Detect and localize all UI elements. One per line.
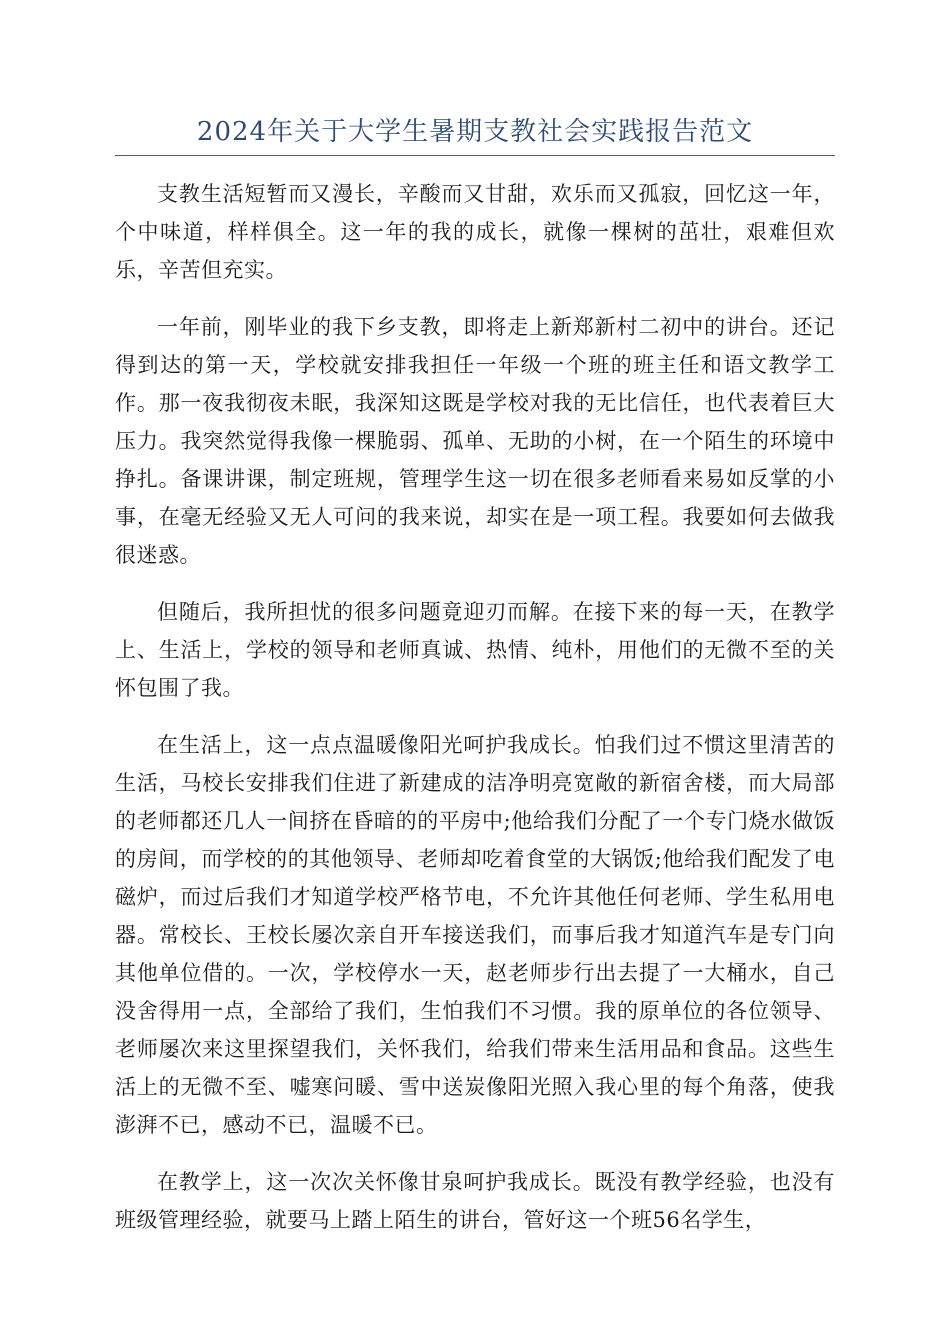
document-title: 2024年关于大学生暑期支教社会实践报告范文 [196, 117, 754, 147]
title-underline [115, 155, 835, 156]
document-body [115, 175, 835, 1258]
paragraph: 在教学上，这一次次关怀像甘泉呵护我成长。既没有教学经验，也没有班级管理经验，就要马上踏上陌生的讲台，管好这一个班56名学生， [115, 1170, 835, 1232]
paragraph: 一年前，刚毕业的我下乡支教，即将走上新郑新村二初中的讲台。还记得到达的第一天，学校就安排我担任一年级一个班的班主任和语文教学工作。那一夜我彻夜未眠，我深知这既是学校对我的无比信任，也代表着巨大压力。我突然觉得我像一棵脆弱、孤单、无助的小树，在一个陌生的环境中挣扎。备课讲课，制定班规，管理学生这一切在很多老师看来易如反掌的小事，在毫无经验又无人可问的我来说，却实在是一项工程。我要如何去做我很迷惑。 [115, 315, 835, 567]
paragraph: 但随后，我所担忧的很多问题竟迎刃而解。在接下来的每一天，在教学上、生活上，学校的领导和老师真诚、热情、纯朴，用他们的无微不至的关怀包围了我。 [115, 600, 835, 700]
paragraph: 在生活上，这一点点温暖像阳光呵护我成长。怕我们过不惯这里清苦的生活，马校长安排我们住进了新建成的洁净明亮宽敞的新宿舍楼，而大局部的老师都还几人一间挤在昏暗的的平房中;他给我们分配了一个专门烧水做饭的房间，而学校的的其他领导、老师却吃着食堂的大锅饭;他给我们配发了电磁炉，而过后我们才知道学校严格节电，不允许其他任何老师、学生私用电器。常校长、王校长屡次亲自开车接送我们，而事后我才知道汽车是专门向其他单位借的。一次，学校停水一天，赵老师步行出去提了一大桶水，自己没舍得用一点，全部给了我们，生怕我们不习惯。我的原单位的各位领导、老师屡次来这里探望我们，关怀我们，给我们带来生活用品和食品。这些生活上的无微不至、嘘寒问暖、雪中送炭像阳光照入我心里的每个角落，使我澎湃不已，感动不已，温暖不已。 [115, 733, 835, 1137]
paragraph: 支教生活短暂而又漫长，辛酸而又甘甜，欢乐而又孤寂，回忆这一年，个中味道，样样俱全。这一年的我的成长，就像一棵树的茁壮，艰难但欢乐，辛苦但充实。 [115, 182, 835, 282]
